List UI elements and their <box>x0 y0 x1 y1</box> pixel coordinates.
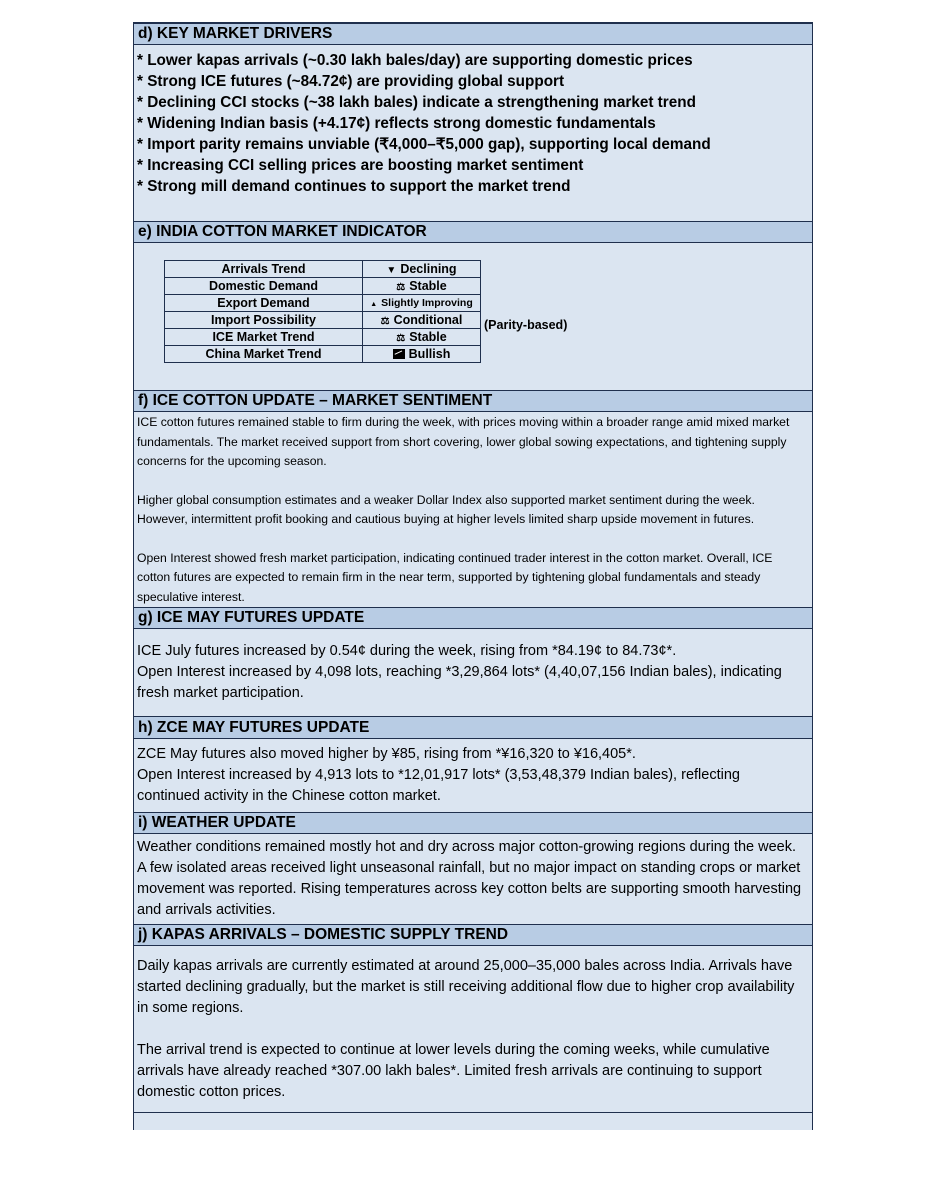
weather-update-text <box>134 837 812 921</box>
paragraph: Higher global consumption estimates and a weaker Dollar Index also supported market sentiment during the week. However, intermittent profit booking and cautious buying at higher levels limited sharp upside movement in futures. <box>137 492 755 526</box>
driver-item: * Widening Indian basis (+4.17¢) reflects strong domestic fundamentals <box>137 115 656 132</box>
indicator-status-cell <box>363 329 481 346</box>
indicator-label: Domestic Demand <box>165 278 363 295</box>
triangle-up-icon: ▲ <box>370 301 378 308</box>
driver-item: * Declining CCI stocks (~38 lakh bales) indicate a strengthening market trend <box>137 94 696 111</box>
indicator-status-cell <box>363 295 481 312</box>
section-f-header <box>134 390 812 412</box>
section-d-title: d) KEY MARKET DRIVERS <box>138 25 333 42</box>
paragraph: Weather conditions remained mostly hot and dry across major cotton-growing regions during the week. A few isolated areas received light unseasonal rainfall, but no major impact on standing crops or market movement was reported. Rising temperatures across key cotton belts are supporting smooth harvesting and arrivals activities. <box>137 839 802 918</box>
table-row <box>165 295 481 312</box>
indicator-status: Stable <box>409 330 447 344</box>
indicator-status-cell <box>363 261 481 278</box>
section-g-header <box>134 607 812 629</box>
paragraph: Open Interest increased by 4,098 lots, reaching *3,29,864 lots* (4,40,07,156 Indian bales), indicating fresh market participation. <box>137 664 782 701</box>
paragraph: Open Interest increased by 4,913 lots to *12,01,917 lots* (3,53,48,379 Indian bales), reflecting continued activity in the Chinese cotton market. <box>137 767 740 804</box>
section-e-header <box>134 221 812 243</box>
section-d-header <box>134 23 812 45</box>
section-g-title: g) ICE MAY FUTURES UPDATE <box>138 609 365 626</box>
table-row <box>165 312 481 329</box>
section-h-title: h) ZCE MAY FUTURES UPDATE <box>138 718 370 736</box>
table-row <box>165 278 481 295</box>
indicator-label: Arrivals Trend <box>165 261 363 278</box>
driver-item: * Import parity remains unviable (₹4,000–₹5,000 gap), supporting local demand <box>137 136 711 153</box>
parity-note: (Parity-based) <box>484 318 568 332</box>
indicator-label: Import Possibility <box>165 312 363 329</box>
section-i-title: i) WEATHER UPDATE <box>138 814 296 831</box>
kapas-arrivals-text <box>134 956 812 1103</box>
section-f-title: f) ICE COTTON UPDATE – MARKET SENTIMENT <box>138 392 493 409</box>
indicator-label: ICE Market Trend <box>165 329 363 346</box>
driver-item: * Strong ICE futures (~84.72¢) are providing global support <box>137 73 565 90</box>
scales-icon: ⚖ <box>396 333 406 344</box>
indicator-status-cell <box>363 346 481 363</box>
indicator-status: Conditional <box>393 313 463 327</box>
section-j-title: j) KAPAS ARRIVALS – DOMESTIC SUPPLY TREND <box>138 926 509 943</box>
market-indicator-table <box>164 260 481 363</box>
indicator-label: China Market Trend <box>165 346 363 363</box>
scales-icon: ⚖ <box>380 316 390 327</box>
indicator-label: Export Demand <box>165 295 363 312</box>
section-j-header <box>134 924 812 946</box>
indicator-status-cell <box>363 312 481 329</box>
paragraph: ICE July futures increased by 0.54¢ during the week, rising from *84.19¢ to 84.73¢*. <box>137 643 677 659</box>
report-page <box>133 22 813 1130</box>
section-e-title: e) INDIA COTTON MARKET INDICATOR <box>138 223 427 240</box>
indicator-status: Slightly Improving <box>381 297 473 309</box>
table-row <box>165 261 481 278</box>
ice-may-futures-text <box>134 641 812 704</box>
zce-may-futures-text <box>134 744 812 807</box>
indicator-status: Declining <box>400 262 457 276</box>
indicator-status-cell <box>363 278 481 295</box>
key-market-drivers-list <box>134 50 812 197</box>
scales-icon: ⚖ <box>396 282 406 293</box>
driver-item: * Increasing CCI selling prices are boosting market sentiment <box>137 157 584 174</box>
chart-up-icon <box>393 349 405 359</box>
divider <box>134 1112 812 1113</box>
table-row <box>165 346 481 363</box>
table-row <box>165 329 481 346</box>
paragraph: The arrival trend is expected to continue at lower levels during the coming weeks, while cumulative arrivals have already reached *307.00 lakh bales*. Limited fresh arrivals are continuing to support domestic cotton prices. <box>137 1042 770 1100</box>
triangle-down-icon: ▼ <box>386 265 397 276</box>
paragraph: ICE cotton futures remained stable to firm during the week, with prices moving within a broader range amid mixed market fundamentals. The market received support from short covering, lower global sowing expectations, and tightening supply concerns for the upcoming season. <box>137 415 790 468</box>
indicator-status: Bullish <box>408 347 451 361</box>
ice-cotton-update-text <box>134 413 812 607</box>
driver-item: * Lower kapas arrivals (~0.30 lakh bales/day) are supporting domestic prices <box>137 52 693 69</box>
driver-item: * Strong mill demand continues to support the market trend <box>137 178 571 195</box>
section-h-header <box>134 716 812 739</box>
indicator-status: Stable <box>409 279 447 293</box>
paragraph: Open Interest showed fresh market participation, indicating continued trader interest in the cotton market. Overall, ICE cotton futures are expected to remain firm in the near term, supported by tightening global fundamentals and steady speculative interest. <box>137 550 773 604</box>
paragraph: ZCE May futures also moved higher by ¥85, rising from *¥16,320 to ¥16,405*. <box>137 746 636 762</box>
paragraph: Daily kapas arrivals are currently estimated at around 25,000–35,000 bales across India. Arrivals have started declining gradually, but the market is still receiving additional flow due to higher crop availability in some regions. <box>137 958 795 1016</box>
section-i-header <box>134 812 812 834</box>
